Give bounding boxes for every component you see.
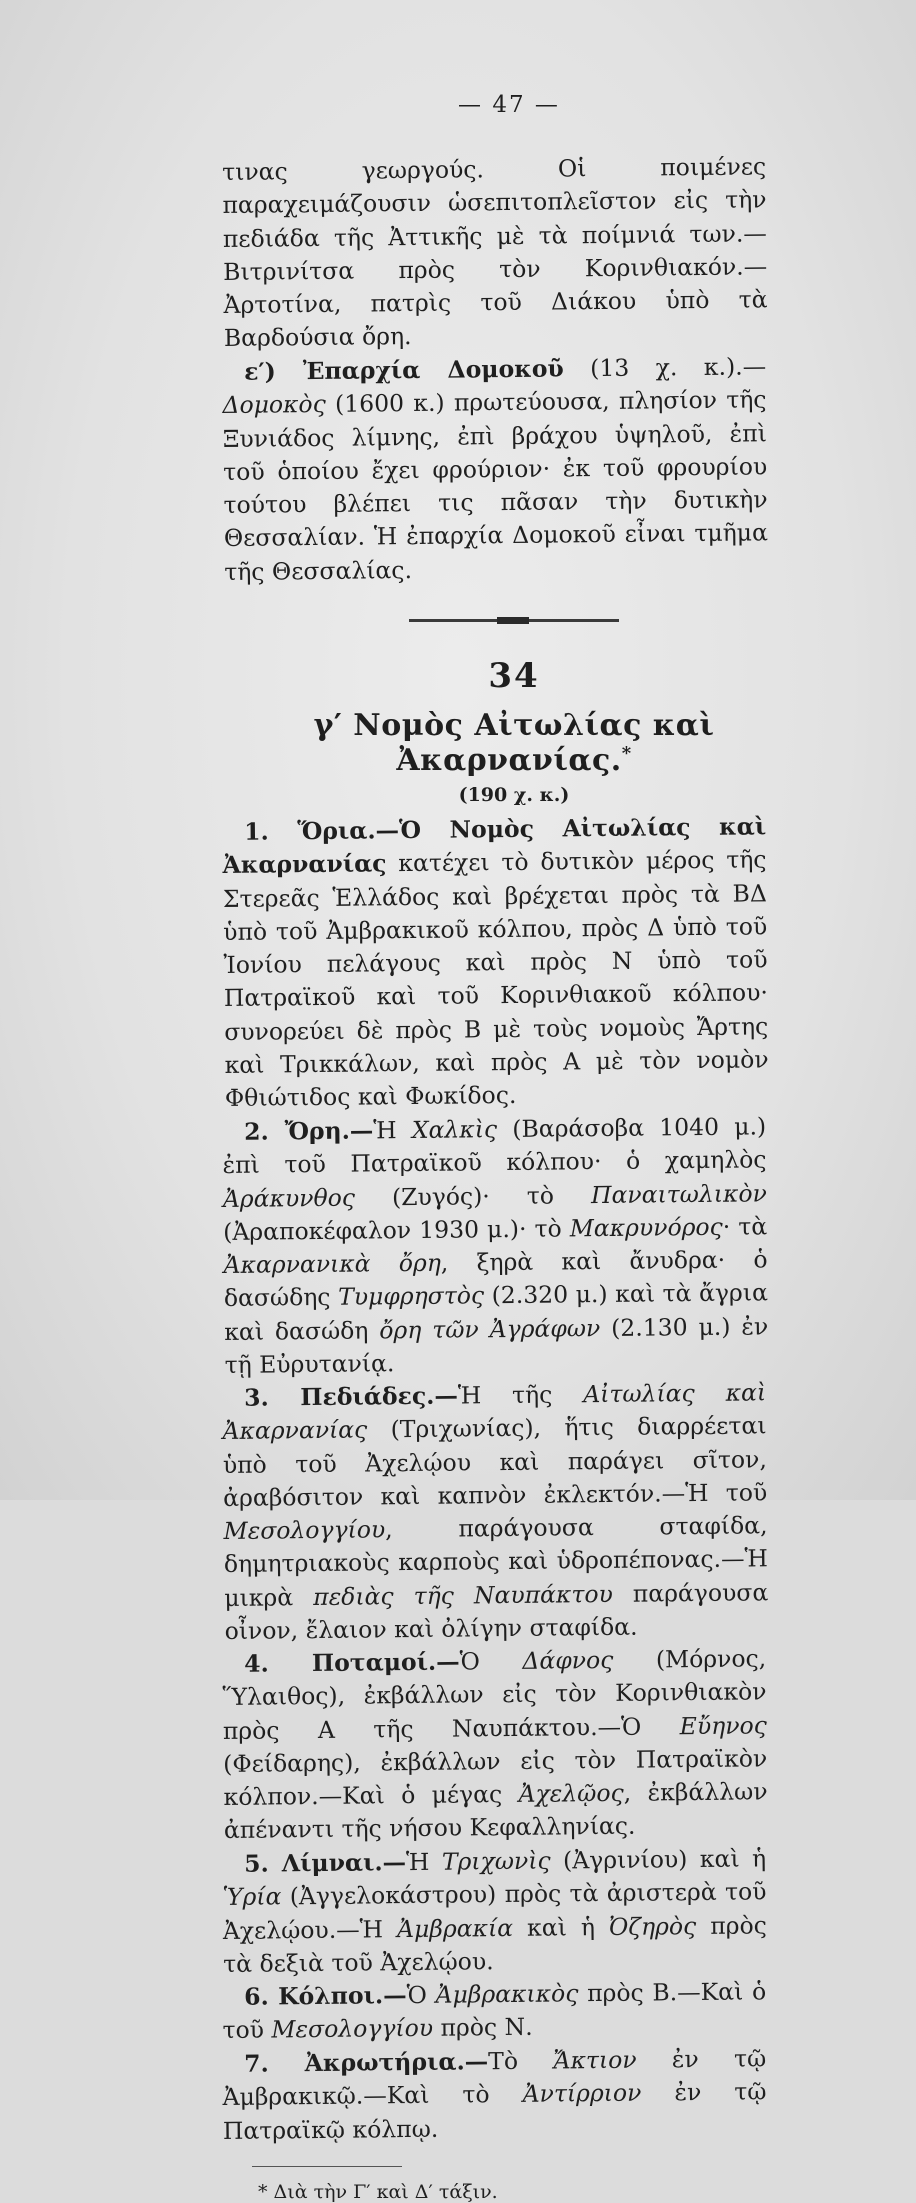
section-rivers [222,1643,768,1848]
section-borders [222,810,769,1115]
text-run: , ἐκβάλλων ἀπέναντι τῆς νήσου Κεφαλληνίας. [223,1777,768,1845]
footnote: * Διὰ τὴν Γ′ καὶ Δ′ τάξιν. [258,2180,498,2203]
domokos-heading: ε′) Ἐπαρχία Δομοκοῦ [244,354,564,386]
text-run: Ἡ [405,1847,443,1877]
chapter-title-text: γ′ Νομὸς Αἰτωλίας καὶ Ἀκαρνανίας. [313,707,715,778]
text-run: , παράγουσα σταφίδα, δημητριακοὺς καρποὺς καὶ ὑδροπέπονας.—Ἡ μικρὰ [223,1511,769,1612]
text-run: (Ζυγός)· τὸ [354,1180,592,1211]
text-run: Ὁ [406,1981,436,2010]
text-run: καὶ ἡ [512,1912,610,1942]
paragraph-domokos [222,350,768,589]
italic-run: Ἀράκυνθος [222,1182,356,1213]
italic-run: Χαλκὶς [411,1114,498,1144]
section-mountains [222,1110,769,1382]
text-run: Ἡ [373,1115,413,1144]
page-number: — 47 — [458,92,560,118]
text-run: (2.320 μ.) καὶ τὰ ἄγρια καὶ δασώδη [224,1278,769,1346]
chapter-title [222,708,766,778]
text-run: πρὸς Β.—Καὶ ὁ τοῦ [222,1977,767,2045]
section-gulfs [222,1976,767,2048]
section-mountains-label: 2. Ὄρη.— [244,1115,374,1146]
section-lakes [222,1842,767,1981]
text-run: Ὁ [459,1647,523,1676]
text-run: (Ἀγγελοκάστρου) πρὸς τὰ ἀριστερὰ τοῦ Ἀχελῴου.—Ἡ [222,1877,767,1945]
text-run: ἐν τῷ Πατραϊκῷ κόλπῳ. [222,2077,767,2145]
section-plains-label: 3. Πεδιάδες.— [244,1381,459,1412]
text-run: , ξηρὰ καὶ ἄνυδρα· ὁ δασώδης [223,1245,768,1313]
italic-run: Ἀχελῷος [518,1779,624,1809]
text-run: (Φείδαρης), ἐκβάλλων εἰς τὸν Πατραϊκὸν κόλπον.—Καὶ ὁ μέγας [223,1744,768,1812]
italic-run: Μεσολογγίου [271,2014,434,2045]
section-plains [222,1376,769,1648]
domokos-town: Δομοκὸς [222,389,326,420]
chapter-number: 34 [488,655,540,696]
italic-run: Τυμφρηστὸς [337,1281,485,1311]
italic-run: Ἀμβρακία [396,1913,514,1943]
italic-run: Αἰτωλίας καὶ Ἀκαρνανίας [222,1378,767,1446]
section-borders-text: κατέχει τὸ δυτικὸν μέρος τῆς Στερεᾶς Ἑλλάδος καὶ βρέχεται πρὸς τὰ ΒΔ ὑπὸ τοῦ Ἀμβρακικοῦ κόλπου, πρὸς Δ ὑπὸ τοῦ Ἰονίου πελάγους καὶ πρὸς Ν ὑπὸ τοῦ Πατραϊκοῦ καὶ τοῦ Κορινθιακοῦ κόλπου· συνορεύει δὲ πρὸς Β μὲ τοὺς νομοὺς Ἄρτης καὶ Τρικκάλων, καὶ πρὸς Α μὲ τὸν νομὸν Φθιώτιδος καὶ Φωκίδος. [222,845,769,1113]
section-rivers-label: 4. Ποταμοί.— [244,1647,460,1679]
text-run: παράγουσα οἶνον, ἔλαιον καὶ ὀλίγην σταφίδα. [224,1577,769,1645]
text-run: πρὸς τὰ δεξιὰ τοῦ Ἀχελῴου. [223,1910,767,1978]
text-run: πρὸς Ν. [432,2013,533,2043]
domokos-text: (1600 κ.) πρωτεύουσα, πλησίον τῆς Ξυνιάδος λίμνης, ἐπὶ βράχου ὑψηλοῦ, ἐπὶ τοῦ ὁποίου ἔχει φρούριον· ἐκ τοῦ φρουρίου τούτου βλέπει τις πᾶσαν τὴν δυτικὴν Θεσσαλίαν. Ἡ ἐπαρχία Δομοκοῦ εἶναι τμῆμα τῆς Θεσσαλίας. [222,385,769,586]
italic-run: Μεσολογγίου [223,1515,386,1546]
text-run: Τὸ [488,2046,554,2076]
text-run: (Μόρνος, Ὕλαιθος), ἐκβάλλων εἰς τὸν Κορινθιακὸν πρὸς Α τῆς Ναυπάκτου.—Ὁ [222,1644,767,1745]
text-run: (Ἀραποκέφαλον 1930 μ.)· τὸ [223,1213,570,1246]
text-run: (2.130 μ.) ἐν τῇ Εὐρυτανίᾳ. [224,1311,769,1379]
text-run: ἐν τῷ Ἀμβρακικῷ.—Καὶ τὸ [222,2044,767,2112]
text-run: (Βαράσοβα 1040 μ.) ἐπὶ τοῦ Πατραϊκοῦ κόλπου· ὁ χαμηλὸς [222,1111,767,1179]
italic-run: Παναιτωλικὸν [590,1178,767,1209]
ornament-divider [409,619,619,622]
italic-run: Δάφνος [522,1646,614,1676]
section-borders-label: 1. Ὅρια.— [244,816,400,846]
text-run: Ἡ τῆς [457,1380,584,1410]
section-borders-lead: Ὁ Νομὸς Αἰτωλίας καὶ Ἀκαρνανίας [222,812,767,880]
text-run: (Τριχωνίας), ἥτις διαρρέεται ὑπὸ τοῦ Ἀχελῴου καὶ παράγει σῖτον, ἀραβόσιτον καὶ καπνὸν ἐκλεκτόν.—Ἡ τοῦ [222,1411,768,1512]
italic-run: Τριχωνὶς [441,1846,551,1876]
text-run: · τὰ [722,1211,768,1241]
italic-run: Ἀμβρακικὸς [435,1979,579,2010]
paragraph-intro: τινας γεωργούς. Οἱ ποιμένες παραχειμάζουσιν ὡσεπιτοπλεῖστον εἰς τὴν πεδιάδα τῆς Ἀττικῆς μὲ τὰ ποίμνιά των.—Βιτρινίτσα πρὸς τὸν Κορινθιακόν.—Ἀρτοτίνα, πατρὶς τοῦ Διάκου ὑπὸ τὰ Βαρδούσια ὄρη. [222,152,768,353]
footnote-marker: * [621,742,632,764]
section-capes-label: 7. Ἀκρωτήρια.— [244,2047,489,2078]
italic-run: Εὔηνος [679,1711,767,1741]
italic-run: Ὑρία [222,1882,282,1912]
italic-run: ὄρη τῶν Ἀγράφων [379,1313,601,1344]
italic-run: πεδιὰς τῆς Ναυπάκτου [313,1579,613,1611]
italic-run: Ἄκτιον [553,2045,637,2075]
domokos-area: (13 χ. κ.).— [563,352,767,383]
italic-run: Ὀζηρὸς [608,1911,697,1941]
italic-run: Ἀκαρνανικὰ ὄρη [223,1248,441,1279]
italic-run: Ἀντίρριον [522,2078,642,2108]
text-run: (Ἀγρινίου) καὶ ἡ [550,1844,767,1875]
section-capes [222,2042,767,2148]
italic-run: Μακρυνόρος [569,1212,723,1242]
section-lakes-label: 5. Λίμναι.— [244,1848,407,1878]
chapter-area: (190 χ. κ.) [458,783,570,806]
footnote-divider [252,2166,402,2167]
section-gulfs-label: 6. Κόλποι.— [244,1981,407,2012]
